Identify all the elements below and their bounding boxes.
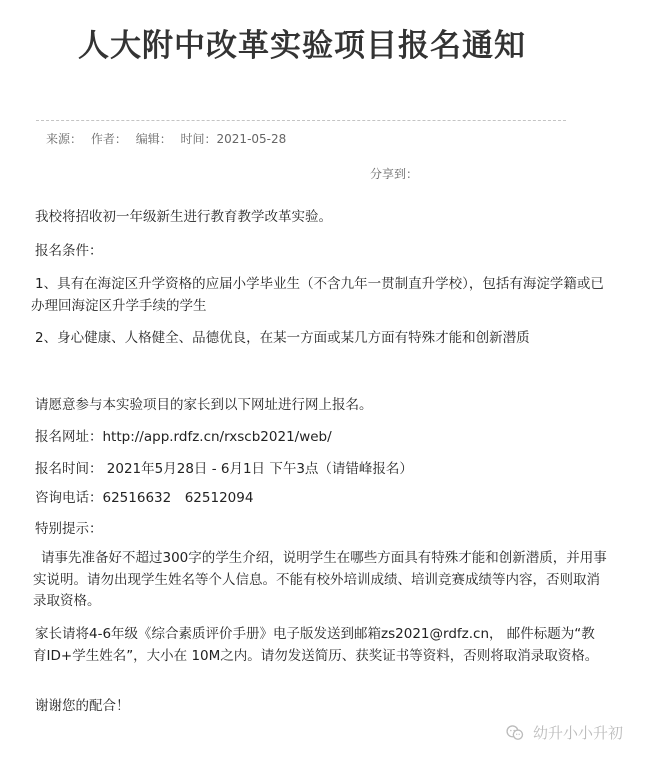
apply-time: 报名时间： 2021年5月28日 - 6月1日 下午3点（请错峰报名） <box>35 461 413 477</box>
thanks-text: 谢谢您的配合！ <box>35 698 130 714</box>
conditions-label: 报名条件： <box>35 243 103 259</box>
intro-paragraph: 我校将招收初一年级新生进行教育教学改革实验。 <box>35 209 332 225</box>
watermark-text: 幼升小小升初 <box>533 724 624 742</box>
divider <box>36 120 566 121</box>
meta-time: 时间：2021-05-28 <box>180 132 287 146</box>
wechat-icon <box>505 723 525 743</box>
condition-item-2: 2、身心健康、人格健全、品德优良，在某一方面或某几方面有特殊才能和创新潜质 <box>35 330 530 346</box>
tips-label: 特别提示： <box>35 521 103 537</box>
share-label[interactable]: 分享到： <box>370 167 419 181</box>
tip-paragraph-1: 请事先准备好不超过300字的学生介绍，说明学生在哪些方面具有特殊才能和创新潜质，并用事实说明。请勿出现学生姓名等个人信息。不能有校外培训成绩、培训竞赛成绩等内容，否则取消录取资格。 <box>33 550 607 609</box>
apply-intro: 请愿意参与本实验项目的家长到以下网址进行网上报名。 <box>35 397 373 413</box>
article-title: 人大附中改革实验项目报名通知 <box>78 28 526 64</box>
meta-source: 来源： <box>46 132 83 146</box>
meta-author: 作者： <box>90 132 127 146</box>
condition-item-1: 1、具有在海淀区升学资格的应届小学毕业生（不含九年一贯制直升学校），包括有海淀学籍或已办理回海淀区升学手续的学生 <box>31 276 604 314</box>
consult-phone: 咨询电话：62516632 62512094 <box>35 490 254 506</box>
tip-paragraph-2: 家长请将4-6年级《综合素质评价手册》电子版发送到邮箱zs2021@rdfz.cn， 邮件标题为“教育ID+学生姓名”，大小在 10M之内。请勿发送简历、获奖证书等资料，否则将取消录取资格。 <box>33 626 599 664</box>
watermark <box>505 722 623 743</box>
apply-url[interactable]: 报名网址：http://app.rdfz.cn/rxscb2021/web/ <box>35 429 332 445</box>
article-meta <box>46 130 291 147</box>
meta-editor: 编辑： <box>135 132 172 146</box>
